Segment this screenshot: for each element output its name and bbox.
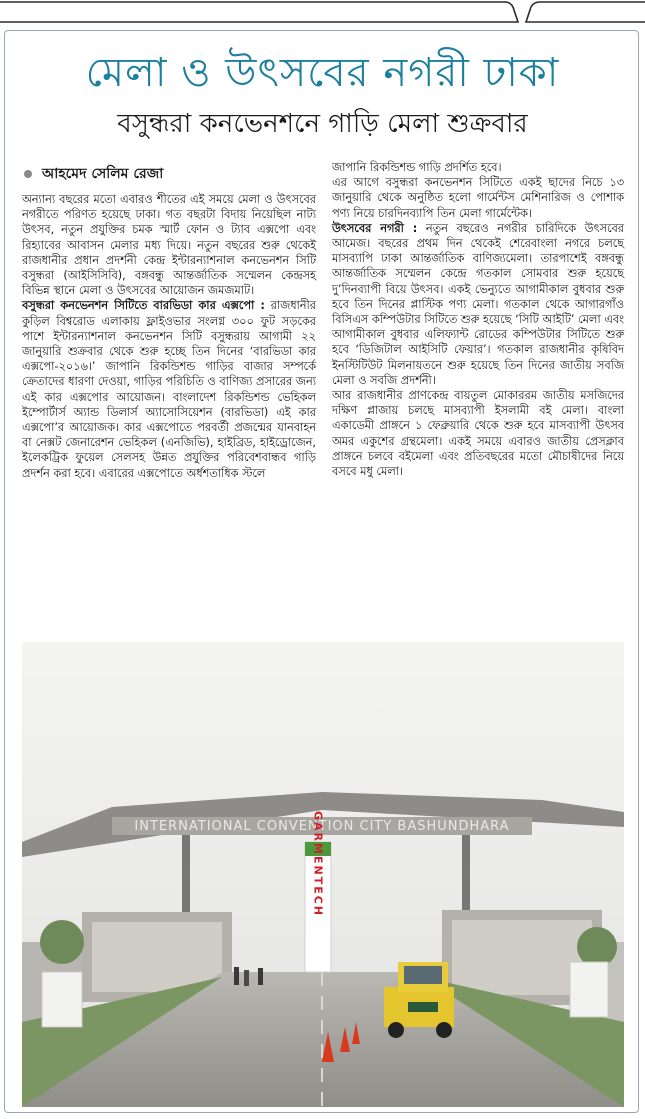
banner-text: GARMENTECH [311, 811, 325, 917]
left-paragraph-2 [22, 298, 316, 480]
right-column [332, 160, 624, 479]
top-tab-edges [0, 0, 645, 24]
bullet-icon [24, 170, 32, 178]
building-sign-text: INTERNATIONAL CONVENTION CITY BASHUNDHARA [134, 819, 510, 834]
right-paragraph-4: আর রাজধানীর প্রাণকেন্দ্র বায়তুল মোকাররম জাতীয় মসজিদের দক্ষিণ প্লাজায় চলছে মাসব্যাপী ইসলামী বই মেলা। বাংলা একাডেমী প্রাঙ্গনে ১ ফেব্রুয়ারি থেকে শুরু হবে মাসব্যাপী উৎসব অমর একুশের গ্রন্থমেলা। একই সময়ে এবারও জাতীয় প্রেসক্লাব প্রাঙ্গনে চলবে বইমেলা এবং প্রতিবছরের মতো মৌচাষীদের নিয়ে বসবে মধু মেলা। [332, 389, 624, 479]
convention-city-photo [22, 642, 624, 1107]
section-lead-festival-city: উৎসবের নগরী : [332, 221, 418, 235]
section-lead-car-expo: বসুন্ধরা কনভেনশন সিটিতে বারভিডা কার এক্সপো : [22, 299, 265, 313]
left-paragraph-2-body: রাজধানীর কুড়িল বিশ্বরোড এলাকায় ফ্লাইওভার সংলগ্ন ৩০০ ফুট সড়কের পাশে ইন্টারন্যাশনাল কনভেনশন সিটি বসুন্ধরায় আগামী ২২ জানুয়ারি শুক্রবার থেকে শুরু হচ্ছে তিন দিনের ‘বারভিডা কার এক্সপো-২০১৬।’ জাপানি রিকন্ডিশন্ড গাড়ির বাজার সম্পর্কে ক্রেতাদের ধারণা দেওয়া, গাড়ির পরিচিতি ও বাণিজ্য প্রসারের জন্য এই কার এক্সপোর আয়োজন। বাংলাদেশ রিকন্ডিশন্ড ভেহিকল ইম্পোর্টার্স অ্যান্ড ডিলার্স অ্যাসোসিয়েশন (বারভিডা) এই কার এক্সপো’র আয়োজক। কার এক্সপোতে পরবর্তী প্রজন্মের যানবাহন বা নেক্সট জেনারেশন ভেহিকল (এনজিভি), হাইব্রিড, হাইড্রোজেন, ইলেকট্রিক ফুয়েল সেলসহ উন্নত প্রযুক্তির পরিবেশবান্ধব গাড়ি প্রদর্শন করা হবে। এবারের এক্সপোতে অর্ধশতাধিক স্টলে [22, 299, 316, 480]
left-paragraph-1: অন্যান্য বছরের মতো এবারও শীতের এই সময়ে মেলা ও উৎসবের নগরীতে পরিণত হয়েছে ঢাকা। গত বছরটা বিদায় নিয়েছিল নাট্য উৎসব, নতুন প্রযুক্তির চমক স্মার্ট ফোন ও ট্যাব এক্সপো এবং রিহ্যাবের আবাসন মেলার মধ্য দিয়ে। নতুন বছরের শুরু থেকেই রাজধানীর প্রধান প্রদর্শনী কেন্দ্র ইন্টারন্যাশনাল কনভেনশন সিটি বসুন্ধরা (আইসিসিবি), বঙ্গবন্ধু আন্তর্জাতিক সম্মেলন কেন্দ্রসহ বিভিন্ন স্থানে মেলা ও উৎসবের আয়োজন জমজমাট। [22, 193, 316, 298]
left-column [22, 192, 316, 481]
headline: মেলা ও উৎসবের নগরী ঢাকা [85, 50, 560, 96]
right-paragraph-2: এর আগে বসুন্ধরা কনভেনশন সিটিতে একই ছাদের নিচে ১৩ জানুয়ারি থেকে অনুষ্ঠিত হলো গার্মেন্টস মেশিনারিজ ও পোশাক পণ্য নিয়ে চারদিনব্যাপি তিন মেলা গার্মেন্টেক। [332, 176, 624, 220]
byline [24, 162, 163, 186]
author-name: আহমেদ সেলিম রেজা [42, 166, 164, 182]
right-paragraph-3-body: নতুন বছরেও নগরীর চারিদিকে উৎসবের আমেজ। বছরের প্রথম দিন থেকেই শেরেবাংলা নগরে চলছে মাসব্যাপি ঢাকা আন্তর্জাতিক বাণিজ্যমেলা। তারপাশেই বঙ্গবন্ধু আন্তর্জাতিক সম্মেলন কেন্দ্রে গতকাল সোমবার শুরু হয়েছে দু’দিনব্যাপী বিয়ে উৎসব। একই ভেন্যুতে আগামীকাল বুধবার শুরু হবে তিন দিনের প্লাস্টিক পণ্য মেলা। গতকাল থেকে আগারগাঁও বিসিএস কম্পিউটার সিটিতে শুরু হয়েছে ‘সিটি আইটি’ মেলা এবং আগামীকাল বুধবার এলিফ্যান্ট রোডের কম্পিউটার সিটিতে শুরু হবে ‘ডিজিটাল আইসিটি ফেয়ার’। গতকাল রাজধানীর কৃষিবিদ ইনস্টিটিউট মিলনায়তনে শুরু হয়েছে তিন দিনের জাতীয় সবজি মেলা ও সবজি প্রদর্শনী। [332, 221, 624, 387]
subheadline: বসুন্ধরা কনভেনশনে গাড়ি মেলা শুক্রবার [117, 109, 528, 139]
right-paragraph-1: জাপানি রিকন্ডিশন্ড গাড়ি প্রদর্শিত হবে। [332, 161, 502, 174]
right-paragraph-3 [332, 221, 624, 388]
